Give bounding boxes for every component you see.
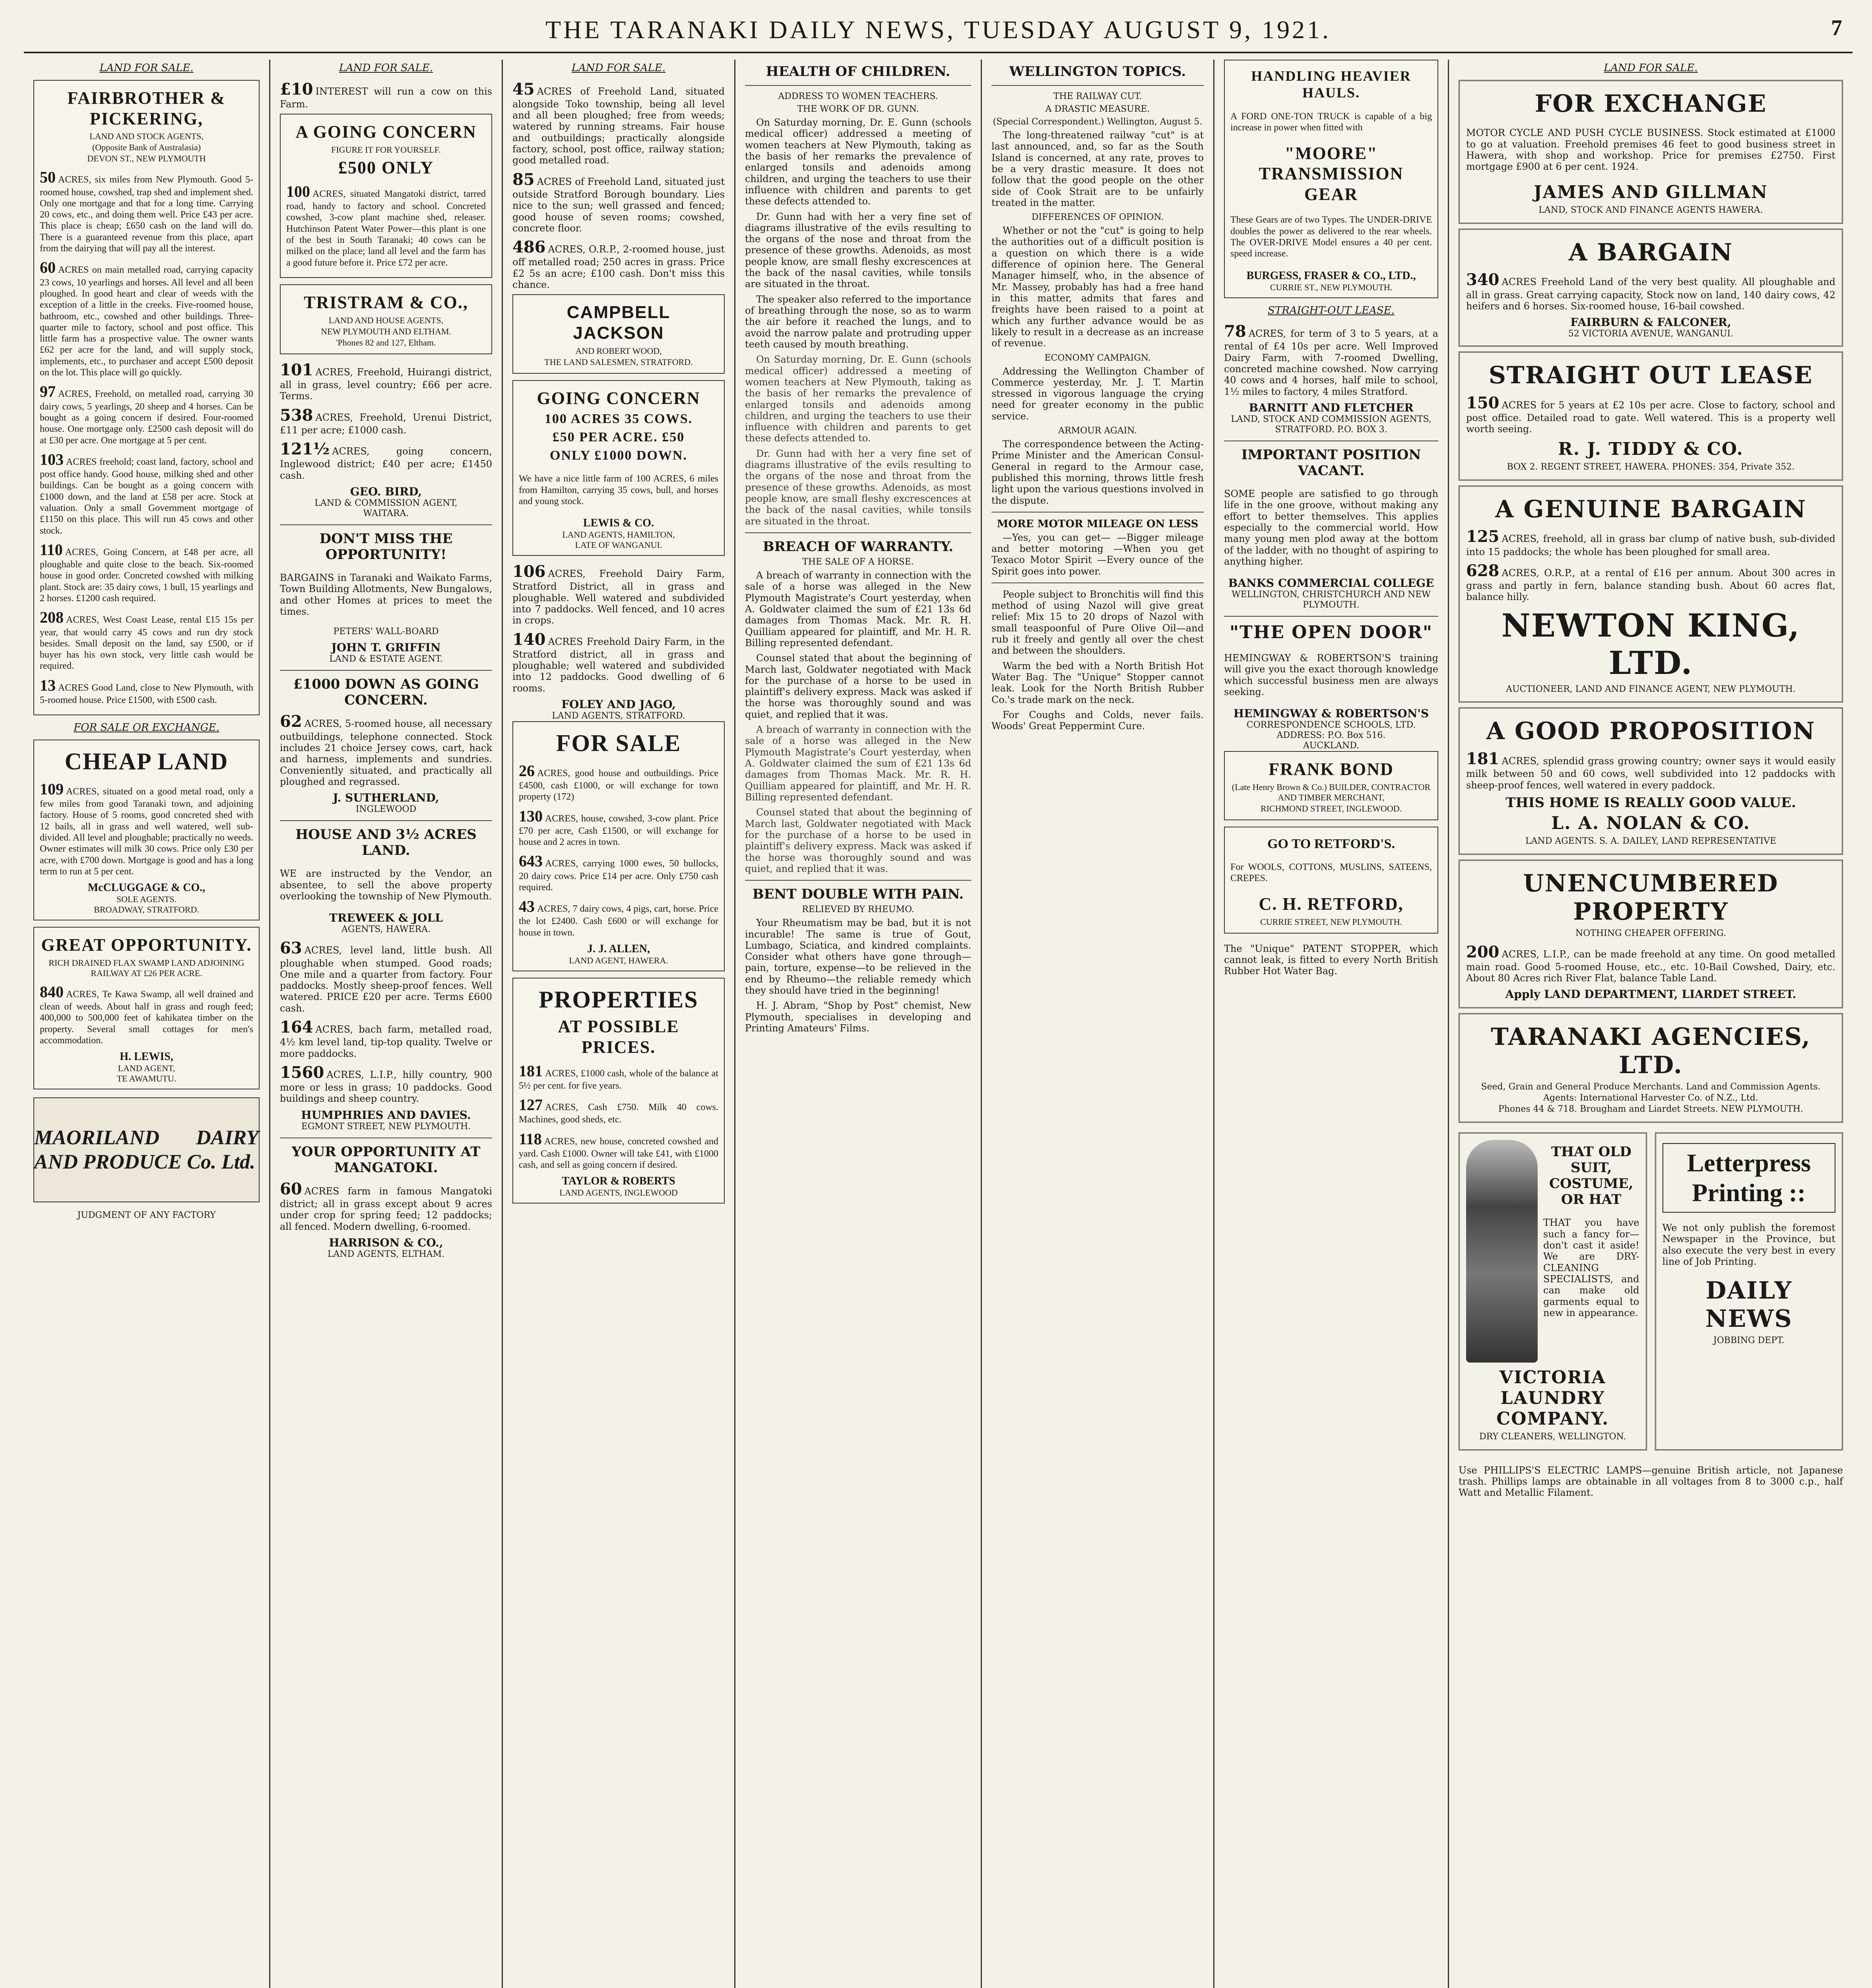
ad-title: FOR EXCHANGE — [1534, 89, 1767, 118]
agent-sub: LAND AGENTS, STRATFORD. — [552, 711, 685, 721]
masthead-title: THE TARANAKI DAILY NEWS, TUESDAY AUGUST 9, 1921. — [545, 16, 1331, 44]
ad-body: For WOOLS, COTTONS, MUSLINS, SATEENS, CREPES. — [1230, 862, 1432, 884]
ad-body: SOME people are satisfied to go through life in the one groove, without making any effort to better themselves. This applies especially to the commercial world. How many young men plod away at the bottom of the ladder, with no thought of aspiring to anything higher. — [1224, 488, 1438, 567]
listing: 26 ACRES, good house and outbuildings. Price £4500, cash £1000, or will exchange for town property (172) — [519, 761, 718, 802]
newton-king-ad — [1459, 485, 1843, 703]
divider — [991, 582, 1204, 583]
ad-title: GREAT OPPORTUNITY. — [41, 935, 252, 955]
going-concern-ad — [280, 114, 492, 278]
listing: 85 ACRES of Freehold Land, situated just outside Stratford Borough boundary. Lies nice to the sun; well grassed and fenced; good house of seven rooms; cowshed, concrete floor. — [512, 170, 725, 234]
masthead — [24, 8, 1853, 53]
listing-text: ACRES, carrying 1000 ewes, 50 bullocks, 20 dairy cows. Price £14 per acre. Only £750 cash required. — [519, 858, 718, 893]
for-sale-ad — [512, 721, 725, 971]
section-heading: FOR SALE OR EXCHANGE. — [74, 722, 219, 734]
listing: 538 ACRES, Freehold, Urenui District, £11 per acre; £1000 cash. — [280, 406, 492, 436]
listing-text: ACRES, splendid grass growing country; owner says it would easily milk between 50 and 60 cows, well subdivided into 12 paddocks with sheep-proof fences, well watered in every paddock. — [1466, 755, 1835, 791]
ad-body: BARGAINS in Taranaki and Waikato Farms, Town Building Allotments, New Bungalows, and other Homes at prices to meet the times. — [280, 572, 492, 617]
agent-sub: LATE OF WANGANUI. — [575, 540, 662, 550]
listing: 60 ACRES on main metalled road, carrying capacity 23 cows, 10 yearlings and horses. All level and all been ploughed. In good heart and clear of weeds with the exception of a little in the creeks. Five-roomed house, bathroom, etc., cowshed and other buildings. Three-quarter mile to factory, school and post office. This little farm has a prospective value. The owner wants £62 per acre for the land, and will supply stock, implements, etc., to purchaser and accept £500 deposit on the lot. This place will go quickly. — [40, 258, 253, 378]
agent-name: JOHN T. GRIFFIN — [331, 641, 441, 654]
listing: 643 ACRES, carrying 1000 ewes, 50 bullocks, 20 dairy cows. Price £14 per acre. Only £750 cash required. — [519, 852, 718, 893]
section-heading: LAND FOR SALE. — [99, 62, 194, 74]
agent-addr: BROADWAY, STRATFORD. — [94, 905, 199, 915]
article-headline: WELLINGTON TOPICS. — [1009, 64, 1186, 80]
ad-title: AT POSSIBLE PRICES. — [558, 1016, 679, 1057]
article-paragraph: On Saturday morning, Dr. E. Gunn (schools medical officer) addressed a meeting of women teachers at New Plymouth, taking as the basis of her remarks the prevalence of enlarged tonsils and adenoids among children, and urging the teachers to use their influence with children and parents to get these defects attended to. — [745, 354, 971, 444]
article-paragraph: A breach of warranty in connection with the sale of a horse was alleged in the New Plymouth Magistrate's Court yesterday, when A. Goldwater claimed the sum of £21 13s 6d damages from Thomas Mack. Mr. R. H. Quilliam appeared for plaintiff, and Mr. H. R. Billing represented defendant. — [745, 724, 971, 803]
article-paragraph: Addressing the Wellington Chamber of Commerce yesterday, Mr. J. T. Martin stressed in vigorous language the crying need for greater economy in the public service. — [991, 365, 1204, 422]
agent-addr: AUCKLAND. — [1303, 741, 1360, 751]
ad-body: We have a nice little farm of 100 ACRES, 6 miles from Hamilton, carrying 35 cows, bull, and horses and young stock. — [519, 474, 718, 507]
agent-addr: NEW PLYMOUTH AND ELTHAM. — [321, 326, 451, 336]
ad-body: The "Unique" PATENT STOPPER, which cannot leak, is fitted to every North British Rubber Hot Water Bag. — [1224, 943, 1438, 977]
ad-sub: JUDGMENT OF ANY FACTORY — [77, 1210, 216, 1221]
article-subhead: A DRASTIC MEASURE. — [1045, 104, 1150, 115]
good-proposition-ad — [1459, 707, 1843, 855]
article-paragraph: Your Rheumatism may be bad, but it is not incurable! The same is true of Gout, Lumbago, Sciatica, and kindred complaints. Consider what others have gone through—pain, torture, expense—to be relieved in the end by Rheumo—the reliable remedy which they should have tried in the beginning! — [745, 917, 971, 996]
agent-addr: BOX 2. REGENT STREET, HAWERA. PHONES: 354, Private 352. — [1507, 462, 1795, 472]
agent-name: C. H. RETFORD, — [1259, 894, 1404, 914]
agent-name: BARNITT AND FLETCHER — [1249, 401, 1414, 414]
listing: 200 ACRES, L.I.P., can be made freehold at any time. On good metalled main road. Good 5-roomed House, etc., etc. 10-Bail Cowshed, Dairy, etc. About 80 Acres rich River Flat, balance Table Land. — [1466, 942, 1835, 984]
agent-name: Apply LAND DEPARTMENT, LIARDET STREET. — [1505, 988, 1796, 1001]
logo-text: MAORILAND DAIRY AND PRODUCE Co. Ltd. — [34, 1126, 259, 1174]
listing-text: ACRES, Freehold, Huirangi district, all in grass, level country; £66 per acre. Terms. — [280, 366, 492, 402]
great-opportunity-ad — [33, 927, 260, 1089]
ad-sub: JOBBING DEPT. — [1713, 1335, 1785, 1345]
ad-title: FOR SALE — [556, 730, 681, 756]
listing: 208 ACRES, West Coast Lease, rental £15 15s per year, that would carry 45 cows and run dry stock besides. Small deposit on the land, say £500, or if buyer has his own stock, very little cash would be required. — [40, 608, 253, 672]
ad-body: MOTOR CYCLE AND PUSH CYCLE BUSINESS. Stock estimated at £1000 to go at valuation. Freehold premises 46 feet to good business street in Hawera, with shop and workshop. Price for premises £2750. First mortgage £900 at 6 per cent. 1924. — [1466, 127, 1835, 173]
straight-lease-ad — [1459, 351, 1843, 480]
article-paragraph: On Saturday morning, Dr. E. Gunn (schools medical officer) addressed a meeting of women teachers at New Plymouth, taking as the basis of her remarks the prevalence of enlarged tonsils and adenoids among children, and urging the teachers to use their influence with children and parents to get these defects attended to. — [745, 117, 971, 207]
retford-ad — [1224, 827, 1438, 934]
ad-line: 100 ACRES 35 COWS. — [544, 411, 693, 426]
agent-addr: EGMONT STREET, NEW PLYMOUTH. — [301, 1121, 471, 1132]
agent-name: VICTORIA LAUNDRY COMPANY. — [1496, 1367, 1609, 1429]
article-paragraph: Counsel stated that about the beginning of March last, Goldwater negotiated with Mack for the purchase of a horse to be used in plaintiff's delivery express. Mack was asked if the horse was thoroughly sound and was quiet, and replied that it was. — [745, 652, 971, 720]
agent-addr: STRATFORD. P.O. BOX 3. — [1275, 424, 1387, 435]
ad-body: People subject to Bronchitis will find this method of using Nazol will give great relief: Mix 15 to 20 drops of Nazol with small teaspoonful of Pure Olive Oil—and rub it freely and gently all over the chest and between the shoulders. — [991, 588, 1204, 656]
listing-text: ACRES, West Coast Lease, rental £15 15s per year, that would carry 45 cows and run dry stock besides. Small deposit on the land, say £500, or if buyer has his own stock, very little cash would be required. — [40, 615, 253, 672]
agent-sub: CORRESPONDENCE SCHOOLS, LTD. ADDRESS: P.O. Box 516. — [1246, 720, 1416, 741]
article-headline: HEALTH OF CHILDREN. — [766, 64, 951, 80]
agent-sub: LAND & COMMISSION AGENT, — [314, 498, 458, 508]
article-paragraph: The speaker also referred to the importance of breathing through the nose, so as to warm the air before it reached the lungs, and to avoid the narrow palate and protruding upper teeth caused by mouth breathing. — [745, 293, 971, 350]
ad-body: Use PHILLIPS'S ELECTRIC LAMPS—genuine British article, not Japanese trash. Phillips lamps are obtainable in all voltages from 8 to 3000 c.p., half Watt and Metallic Filament. — [1459, 1464, 1843, 1499]
agent-name: FAIRBURN & FALCONER, — [1570, 316, 1731, 329]
ad-body: A FORD ONE-TON TRUCK is capable of a big increase in power when fitted with — [1230, 111, 1432, 133]
listing: 60 ACRES farm in famous Mangatoki district; all in grass except about 9 acres under crop for spring feed; 12 paddocks; all fenced. Modern dwelling, 6-roomed. — [280, 1179, 492, 1232]
ad-sub: Agents: International Harvester Co. of N.Z., Ltd. — [1543, 1093, 1758, 1103]
listing-text: ACRES, L.I.P., hilly country, 900 more or less in grass; 10 paddocks. Good buildings and sheep country. — [280, 1069, 492, 1105]
firm-sub: LAND AND STOCK AGENTS, — [89, 131, 204, 142]
article-headline: BREACH OF WARRANTY. — [762, 538, 954, 555]
listing: 628 ACRES, O.R.P., at a rental of £16 per annum. About 300 acres in grass and partly in fern, balance standing bush. About 60 acres flat, balance hilly. — [1466, 561, 1835, 603]
listing: 150 ACRES for 5 years at £2 10s per acre. Close to factory, school and post office. Detailed road to gate. Well watered. This is a property well worth seeing. — [1466, 393, 1835, 435]
listing-text: ACRES, 7 dairy cows, 4 pigs, cart, horse. Price the lot £2400. Cash £600 or will exchange for house in town. — [519, 904, 718, 938]
listing: 121½ ACRES, going concern, Inglewood district; £40 per acre; £1450 cash. — [280, 440, 492, 481]
listing: 1560 ACRES, L.I.P., hilly country, 900 more or less in grass; 10 paddocks. Good buildings and sheep country. — [280, 1063, 492, 1105]
listing: 103 ACRES freehold; coast land, factory, school and post office handy. Good house, milking shed and other buildings. Can be bought as a going concern with £1000 down, and the land at £58 per acre. Stock at valuation. Only a small Government mortgage of £1150 on this place. This will run 45 cows and other stock. — [40, 450, 253, 536]
article-dateline: (Special Correspondent.) Wellington, August 5. — [993, 117, 1203, 127]
section-heading: LAND FOR SALE. — [571, 62, 666, 74]
going-concern-ad — [512, 380, 725, 556]
agent-sub: LAND & ESTATE AGENT. — [329, 654, 443, 664]
listing: 63 ACRES, level land, little bush. All ploughable when stumped. Good roads; One mile and a quarter from factory. Four paddocks. Mostly sheep-proof fences. Well watered. PRICE £20 per acre. Terms £600 cash. — [280, 939, 492, 1014]
ad-title: DON'T MISS THE OPPORTUNITY! — [319, 530, 453, 563]
article-subhead: THE WORK OF DR. GUNN. — [797, 104, 919, 115]
listing-text: ACRES of Freehold Land, situated alongside Toko township, being all level and all been ploughed; free from weeds; watered by running streams. Fair house and outbuildings; practically alongside factory, school, post office, railway station; good metalled road. — [512, 85, 725, 166]
letterpress-ad — [1655, 1132, 1843, 1450]
listing: 110 ACRES, Going Concern, at £48 per acre, all ploughable and quite close to the beach. Six-roomed house in good order. Concreted cowshed with milking plant. Stock are: 35 dairy cows, 1 bull, 15 yearlings and 2 horses. £1200 cash required. — [40, 540, 253, 604]
listing-text: ACRES Good Land, close to New Plymouth, with 5-roomed house. Price £1500, with £500 cash. — [40, 682, 253, 705]
listing: 125 ACRES, freehold, all in grass bar clump of native bush, sub-divided into 15 paddocks; the whole has been ploughed for small area. — [1466, 527, 1835, 557]
agent-sub: AUCTIONEER, LAND AND FINANCE AGENT, NEW PLYMOUTH. — [1506, 684, 1796, 694]
ad-title: A GOING CONCERN — [295, 122, 477, 142]
agent-name: CAMPBELL JACKSON — [566, 303, 671, 343]
ad-sub: FIGURE IT FOR YOURSELF. — [331, 145, 441, 155]
listing-text: ACRES, Freehold, Urenui District, £11 per acre; £1000 cash. — [280, 412, 492, 436]
agent-addr: CURRIE STREET, NEW PLYMOUTH. — [1260, 916, 1402, 927]
column-7 — [1449, 60, 1853, 1988]
agent-name: TRISTRAM & CO., — [304, 293, 468, 312]
listing: 97 ACRES, Freehold, on metalled road, carrying 30 dairy cows, 5 yearlings, 20 sheep and 4 horses. Can be bought as a going concern if desired. Four-roomed house. One mortgage only. £2500 cash deposit will do at £30 per acre. One mortgage at 5 per cent. — [40, 382, 253, 446]
listing-text: ACRES on main metalled road, carrying capacity 23 cows, 10 yearlings and horses. All level and all been ploughed. In good heart and clear of weeds with the exception of a little in the creeks. Five-roomed house, bathroom, etc., cowshed and other buildings. Three-quarter mile to factory, school and post office. This little farm has a prospective value. The owner wants £62 per acre for the land, and will supply stock, implements, etc., to purchaser and accept £500 deposit on the lot. This place will go quickly. — [40, 265, 253, 378]
agent-addr: 52 VICTORIA AVENUE, WANGANUI. — [1568, 329, 1734, 339]
column-5 — [982, 60, 1214, 1988]
frank-bond-ad — [1224, 751, 1438, 820]
column-2 — [270, 60, 503, 1988]
listing-text: ACRES, Te Kawa Swamp, all well drained and clean of weeds. About half in grass and rough feed; 400,000 to 500,000 feet of kahikatea timber on the property. Several small cottages for men's accommodation. — [40, 989, 253, 1046]
agent-name: LEWIS & CO. — [583, 517, 654, 530]
agent-sub: LAND AGENT, HAWERA. — [569, 955, 668, 966]
agent-sub: LAND AGENTS, ELTHAM. — [327, 1249, 445, 1260]
listing-text: ACRES, situated on a good metal road, only a few miles from good Taranaki town, and adjoining factory. House of 5 rooms, good concreted shed with 12 bails, all in grass and well watered, well sub-divided. All level and ploughable; practically no weeds. Owner estimates will milk 30 cows. Price only £30 per acre, with £700 down. Mortgage is good and has a long term to run at 5 per cent. — [40, 786, 253, 877]
ad-body: We not only publish the foremost Newspaper in the Province, but also execute the very best in every line of Job Printing. — [1662, 1222, 1835, 1267]
columns — [24, 60, 1853, 1988]
listing: 109 ACRES, situated on a good metal road, only a few miles from good Taranaki town, and adjoining factory. House of 5 rooms, good concreted shed with 12 bails, all in grass and well watered, well sub-divided. All level and ploughable; practically no weeds. Owner estimates will milk 30 cows. Price only £30 per acre, with £700 down. Mortgage is good and has a long term to run at 5 per cent. — [40, 780, 253, 877]
for-exchange-ad — [1459, 80, 1843, 224]
article-subhead: ECONOMY CAMPAIGN. — [1044, 353, 1151, 363]
listing-text: ACRES, Cash £750. Milk 40 cows. Machines, good sheds, etc. — [519, 1102, 718, 1125]
listing-text: ACRES, going concern, Inglewood district; £40 per acre; £1450 cash. — [280, 446, 492, 481]
listing: 62 ACRES, 5-roomed house, all necessary outbuildings, telephone connected. Stock includes 21 choice Jersey cows, cart, hack and harness, implements and sundries. Conveniently situated, and practically all ploughed and regrassed. — [280, 712, 492, 787]
article-paragraph: The long-threatened railway "cut" is at last announced, and, so far as the South Island is concerned, at any rate, proves to be a very drastic measure. It does not follow that the good people on the other side of Cook Strait are to be unfairly treated in the matter. — [991, 129, 1204, 208]
man-illustration — [1466, 1140, 1538, 1363]
listing-text: INTEREST will run a cow on this Farm. — [280, 85, 492, 110]
listing: 101 ACRES, Freehold, Huirangi district, all in grass, level country; £66 per acre. Terms. — [280, 360, 492, 402]
agent-sub: LAND AGENTS, HAMILTON, — [562, 530, 675, 540]
agent-name: J. SUTHERLAND, — [333, 791, 439, 805]
bargain-ad — [1459, 229, 1843, 347]
ad-subtitle: THIS HOME IS REALLY GOOD VALUE. — [1505, 795, 1796, 811]
listing: 164 ACRES, bach farm, metalled road, 4½ km level land, tip-top quality. Twelve or more paddocks. — [280, 1018, 492, 1059]
article-subhead: THE RAILWAY CUT. — [1053, 91, 1142, 102]
listing-text: ACRES, bach farm, metalled road, 4½ km level land, tip-top quality. Twelve or more paddocks. — [280, 1024, 492, 1059]
agent-name: BURGESS, FRASER & CO., LTD., — [1246, 269, 1416, 282]
agent-name: H. LEWIS, — [120, 1050, 173, 1063]
ad-title: "MOORE" TRANSMISSION GEAR — [1259, 143, 1404, 204]
ad-title: HOUSE AND 3½ ACRES LAND. — [295, 827, 477, 859]
ad-title: CHEAP LAND — [64, 748, 229, 775]
listing: 78 ACRES, for term of 3 to 5 years, at a rental of £4 10s per acre. Well Improved Dairy Farm, with 7-roomed Dwelling, concreted machine cowshed. Now carrying 40 cows and 4 horses, half mile to school, 1½ miles to factory, 4 miles Stratford. — [1224, 322, 1438, 397]
agent-phones: 'Phones 82 and 127, Eltham. — [336, 337, 436, 348]
ad-title: DAILY NEWS — [1705, 1277, 1792, 1333]
agent-name: TAYLOR & ROBERTS — [562, 1175, 675, 1188]
ad-sub: RICH DRAINED FLAX SWAMP LAND ADJOINING RAILWAY AT £26 PER ACRE. — [48, 957, 244, 978]
column-3 — [503, 60, 735, 1988]
agent-addr: WAITARA. — [363, 508, 409, 518]
ad-body: THAT you have such a fancy for—don't cast it aside! We are DRY-CLEANING SPECIALISTS, and can make old garments equal to new in appearance. — [1543, 1217, 1639, 1318]
agent-sub: THE LAND SALESMEN, STRATFORD. — [544, 357, 693, 367]
agent-name: BANKS COMMERCIAL COLLEGE — [1228, 577, 1434, 590]
listing: 181 ACRES, £1000 cash, whole of the balance at 5½ per cent. for five years. — [519, 1062, 718, 1091]
ad-title: "THE OPEN DOOR" — [1230, 622, 1433, 643]
ad-sub: Phones 44 & 718. Brougham and Liardet Streets. NEW PLYMOUTH. — [1498, 1104, 1804, 1114]
listing-text: ACRES, freehold, all in grass bar clump of native bush, sub-divided into 15 paddocks; the whole has been ploughed for small area. — [1466, 533, 1835, 557]
agent-sub: SOLE AGENTS. — [116, 894, 177, 905]
listing-text: ACRES, Freehold, on metalled road, carrying 30 dairy cows, 5 yearlings, 20 sheep and 4 horses. Can be bought as a going concern if desired. Four-roomed house. One mortgage only. £2500 cash deposit will do at £30 per acre. One mortgage at 5 per cent. — [40, 389, 253, 446]
listing: 43 ACRES, 7 dairy cows, 4 pigs, cart, horse. Price the lot £2400. Cash £600 or will exchange for house in town. — [519, 897, 718, 938]
ad-sub: NOTHING CHEAPER OFFERING. — [1575, 928, 1726, 938]
divider — [745, 880, 971, 881]
agent-name: TREWEEK & JOLL — [329, 911, 443, 925]
unencumbered-ad — [1459, 860, 1843, 1008]
listing-text: ACRES, O.R.P., 2-roomed house, just off metalled road; 250 acres in grass. Price £2 5s an acre; £100 cash. Don't miss this chance. — [512, 244, 725, 290]
agent-sub: LAND AND HOUSE AGENTS, — [328, 315, 444, 325]
article-subhead: THE SALE OF A HORSE. — [802, 557, 914, 567]
bottom-ads — [1459, 1128, 1843, 1455]
column-6 — [1214, 60, 1449, 1988]
listing-text: ACRES, for term of 3 to 5 years, at a rental of £4 10s per acre. Well Improved Dairy Farm, with 7-roomed Dwelling, concreted machine cowshed. Now carrying 40 cows and 4 horses, half mile to school, 1½ miles to factory, 4 miles Stratford. — [1224, 328, 1438, 397]
ad-title: Letterpress Printing :: — [1662, 1143, 1836, 1213]
ad-title: A GOOD PROPOSITION — [1486, 717, 1816, 746]
ad-title: UNENCUMBERED PROPERTY — [1523, 870, 1779, 926]
divider — [745, 532, 971, 533]
properties-ad — [512, 978, 725, 1204]
ad-body: HEMINGWAY & ROBERTSON'S training will give you the exact thorough knowledge which successful business men are always seeking. — [1224, 652, 1438, 698]
divider — [280, 670, 492, 671]
ad-title: TARANAKI AGENCIES, LTD. — [1491, 1023, 1811, 1079]
ad-title: STRAIGHT OUT LEASE — [1488, 361, 1813, 390]
section-heading: LAND FOR SALE. — [1604, 62, 1698, 74]
agent-sub: LAND AGENTS. S. A. DAILEY, LAND REPRESENTATIVE — [1525, 836, 1777, 846]
listing: 13 ACRES Good Land, close to New Plymouth, with 5-roomed house. Price £1500, with £500 cash. — [40, 676, 253, 705]
listing-text: ACRES Freehold Dairy Farm, in the Stratford district, all in grass and ploughable; well watered and subdivided into 12 paddocks. Good dwelling of 6 rooms. — [512, 636, 725, 694]
agent-addr: RICHMOND STREET, INGLEWOOD. — [1260, 804, 1402, 814]
listing: 130 ACRES, house, cowshed, 3-cow plant. Price £70 per acre, Cash £1500, or will exchange for house and 2 acres in town. — [519, 807, 718, 848]
listing: 340 ACRES Freehold Land of the very best quality. All ploughable and all in grass. Great carrying capacity, Stock now on land, 140 dairy cows, 42 heifers and 6 horses. Six-roomed house, 16-bail cowshed. — [1466, 270, 1835, 312]
listing-text: ACRES of Freehold Land, situated just outside Stratford Borough boundary. Lies nice to the sun; well grassed and fenced; good house of seven rooms; cowshed, concrete floor. — [512, 176, 725, 234]
page-number: 7 — [1831, 16, 1845, 40]
agent-name: HUMPHRIES AND DAVIES. — [301, 1108, 471, 1122]
ad-sub: PETERS' WALL-BOARD — [333, 627, 439, 637]
agent-addr: INGLEWOOD — [355, 804, 417, 815]
section-heading: STRAIGHT-OUT LEASE. — [1268, 304, 1395, 316]
tristram-ad — [280, 284, 492, 354]
ad-title: GOING CONCERN — [537, 388, 700, 408]
ad-title: PROPERTIES — [539, 986, 698, 1013]
listing-text: ACRES, O.R.P., at a rental of £16 per annum. About 300 acres in grass and partly in fern, balance standing bush. About 60 acres flat, balance hilly. — [1466, 567, 1835, 603]
agent-sub: LAND, STOCK AND FINANCE AGENTS HAWERA. — [1538, 205, 1763, 215]
listing-text: ACRES freehold; coast land, factory, school and post office handy. Good house, milking shed and other buildings. Can be bought as a going concern with £1000 down, and the land at £58 per acre. Stock at valuation. Only a small Government mortgage of £1150 on this place. This will run 45 cows and other stock. — [40, 456, 253, 536]
listing: 140 ACRES Freehold Dairy Farm, in the Stratford district, all in grass and ploughable; well watered and subdivided into 12 paddocks. Good dwelling of 6 rooms. — [512, 630, 725, 694]
listing: 45 ACRES of Freehold Land, situated alongside Toko township, being all level and all been ploughed; free from weeds; watered by running streams. Fair house and outbuildings; practically alongside factory, school, post office, railway station; good metalled road. — [512, 80, 725, 166]
agent-sub: (Late Henry Brown & Co.) BUILDER, CONTRACTOR AND TIMBER MERCHANT, — [1232, 782, 1431, 803]
divider — [280, 524, 492, 525]
agent-addr: WELLINGTON, CHRISTCHURCH AND NEW PLYMOUTH. — [1232, 590, 1431, 610]
divider — [1224, 616, 1438, 617]
agent-sub: AGENTS, HAWERA. — [341, 924, 431, 935]
listing-text: ACRES, £1000 cash, whole of the balance at 5½ per cent. for five years. — [519, 1068, 718, 1091]
listing-text: ACRES, level land, little bush. All ploughable when stumped. Good roads; One mile and a quarter from factory. Four paddocks. Mostly sheep-proof fences. Well watered. PRICE £20 per acre. Terms £600 cash. — [280, 945, 492, 1014]
agent-name: JAMES AND GILLMAN — [1533, 182, 1768, 202]
divider — [745, 85, 971, 86]
agent-sub: AND ROBERT WOOD, — [575, 346, 662, 356]
listing-text: ACRES, new house, concreted cowshed and yard. Cash £1000. Owner will take £41, with £1000 cash, and sell as going concern if desired. — [519, 1136, 718, 1171]
agent-sub: LAND AGENTS, INGLEWOOD — [559, 1188, 678, 1198]
agent-name: FRANK BOND — [1269, 759, 1394, 779]
agent-name: R. J. TIDDY & CO. — [1558, 439, 1744, 459]
ad-body: For Coughs and Colds, never fails. Woods' Great Peppermint Cure. — [991, 709, 1204, 732]
listing: 840 ACRES, Te Kawa Swamp, all well drained and clean of weeds. About half in grass and rough feed; 400,000 to 500,000 feet of kahikatea timber on the property. Several small cottages for men's accommodation. — [40, 982, 253, 1046]
ad-title: IMPORTANT POSITION VACANT. — [1241, 447, 1421, 479]
listing: 100 ACRES, situated Mangatoki district, tarred road, handy to factory and school. Concreted cowshed, 3-cow plant machine shed, releaser. Hutchinson Patent Water Power—this plant is one of the best in South Taranaki; 40 cows can be milked on the place; land all level and the farm has a good future before it. Price £72 per acre. — [286, 182, 486, 268]
section-heading: LAND FOR SALE. — [339, 62, 433, 74]
divider — [280, 820, 492, 821]
listing-text: ACRES, house, cowshed, 3-cow plant. Price £70 per acre, Cash £1500, or will exchange for house and 2 acres in town. — [519, 813, 718, 848]
divider — [991, 512, 1204, 513]
ad-title: A BARGAIN — [1568, 238, 1733, 266]
agent-name: HEMINGWAY & ROBERTSON'S — [1233, 707, 1429, 720]
agent-name: McCLUGGAGE & CO., — [87, 881, 206, 894]
ad-title: GO TO RETFORD'S. — [1267, 837, 1395, 852]
article-paragraph: Dr. Gunn had with her a very fine set of diagrams illustrative of the evils resulting to the organs of the nose and throat from the presence of these growths. Adenoids, as most people know, are small fleshy excrescences at the back of the nasal cavities, while tonsils are situated in the throat. — [745, 448, 971, 527]
ad-line: £50 PER ACRE. £50 — [552, 430, 685, 445]
listing-text: ACRES, 5-roomed house, all necessary outbuildings, telephone connected. Stock includes 21 choice Jersey cows, cart, hack and harness, implements and sundries. Conveniently situated, and practically all ploughed and regrassed. — [280, 718, 492, 787]
listing: £10 INTEREST will run a cow on this Farm. — [280, 80, 492, 110]
ad-title: HANDLING HEAVIER HAULS. — [1251, 68, 1411, 101]
agent-name: J. J. ALLEN, — [587, 943, 650, 955]
ad-body: WE are instructed by the Vendor, an absentee, to sell the above property overlooking the township of New Plymouth. — [280, 868, 492, 902]
firm-addr: DEVON ST., NEW PLYMOUTH — [87, 153, 206, 164]
ad-title: A GENUINE BARGAIN — [1495, 495, 1806, 523]
price: £500 ONLY — [338, 158, 434, 178]
listing-text: ACRES for 5 years at £2 10s per acre. Close to factory, school and post office. Detailed road to gate. Well watered. This is a property well worth seeing. — [1466, 399, 1835, 435]
column-1 — [24, 60, 270, 1988]
agent-sub: DRY CLEANERS, WELLINGTON. — [1479, 1431, 1626, 1442]
article-paragraph: Dr. Gunn had with her a very fine set of diagrams illustrative of the evils resulting to the organs of the nose and throat from the presence of these growths. Adenoids, as most people know, are small fleshy excrescences at the back of the nasal cavities, while tonsils are situated in the throat. — [745, 211, 971, 290]
ad-title: YOUR OPPORTUNITY AT MANGATOKI. — [291, 1143, 481, 1176]
taranaki-agencies-ad — [1459, 1013, 1843, 1122]
listing: 118 ACRES, new house, concreted cowshed and yard. Cash £1000. Owner will take £41, with £1000 cash, and sell as going concern if desired. — [519, 1130, 718, 1171]
agent-sub: LAND, STOCK AND COMMISSION AGENTS, — [1231, 414, 1432, 424]
firm-name: FAIRBROTHER & PICKERING, — [67, 88, 226, 128]
firm-addr: (Opposite Bank of Australasia) — [92, 142, 201, 153]
listing-text: ACRES, situated Mangatoki district, tarred road, handy to factory and school. Concreted cowshed, 3-cow plant machine shed, releaser. Hutchinson Patent Water Power—this plant is one of the best in South Taranaki; 40 cows can be milked on the place; land all level and the farm has a good future before it. Price £72 per acre. — [286, 188, 486, 268]
agent-name: L. A. NOLAN & CO. — [1551, 813, 1750, 834]
article-subhead: ADDRESS TO WOMEN TEACHERS. — [778, 91, 938, 102]
agent-name: HARRISON & CO., — [329, 1236, 443, 1250]
ad-sub: Seed, Grain and General Produce Merchants. Land and Commission Agents. — [1481, 1082, 1821, 1092]
article-paragraph: The correspondence between the Acting-Prime Minister and the American Consul-General in regard to the Armour case, published this morning, throws little fresh light upon the various questions involved in the dispute. — [991, 439, 1204, 506]
article-paragraph: Counsel stated that about the beginning of March last, Goldwater negotiated with Mack for the purchase of a horse to be used in plaintiff's delivery express. Mack was asked if the horse was thoroughly sound and was quiet, and replied that it was. — [745, 807, 971, 874]
ad-body: These Gears are of two Types. The UNDER-DRIVE doubles the power as delivered to the rear wheels. The OVER-DRIVE Model ensures a 40 per cent. speed increase. — [1230, 215, 1432, 259]
listing-text: ACRES Freehold Land of the very best quality. All ploughable and all in grass. Great carrying capacity, Stock now on land, 140 dairy cows, 42 heifers and 6 horses. Six-roomed house, 16-bail cowshed. — [1466, 276, 1835, 312]
ad-body: Warm the bed with a North British Hot Water Bag. The "Unique" Stopper cannot leak. Look for the North British Rubber Co.'s trade mark on the neck. — [991, 660, 1204, 705]
agent-name: FOLEY AND JAGO, — [561, 698, 676, 711]
listing-text: ACRES, Freehold Dairy Farm, Stratford District, all in grass and ploughable. Well watered and subdivided into 7 paddocks. Well fenced, and 10 acres in crops. — [512, 568, 725, 626]
agent-addr: TE AWAMUTU. — [116, 1074, 177, 1084]
listing: 486 ACRES, O.R.P., 2-roomed house, just off metalled road; 250 acres in grass. Price £2 5s an acre; £100 cash. Don't miss this chance. — [512, 238, 725, 290]
victoria-laundry-ad — [1459, 1132, 1647, 1450]
ad-line: ONLY £1000 DOWN. — [550, 448, 687, 463]
fairbrother-ad — [33, 80, 260, 716]
article-paragraph: Whether or not the "cut" is going to help the authorities out of a difficult position is a question on which there is a wide difference of opinion here. The General Manager himself, who, in the absence of Mr. Massey, probably has had a free hand in this matter, admits that fares and freights have been raised to a point at which any further advance would be as likely to result in a decrease as an increase of revenue. — [991, 225, 1204, 349]
divider — [991, 85, 1204, 86]
article-subhead: DIFFERENCES OF OPINION. — [1031, 212, 1164, 223]
listing-text: ACRES, Going Concern, at £48 per acre, all ploughable and quite close to the beach. Six-roomed house in good order. Concreted cowshed with milking plant. Stock are: 35 dairy cows, 1 bull, 15 yearlings and 2 horses. £1200 cash required. — [40, 547, 253, 604]
listing: 50 ACRES, six miles from New Plymouth. Good 5-roomed house, cowshed, trap shed and implement shed. Only one mortgage and that for a long time. Carrying 20 cows, etc., and doing them well. Price £43 per acre. This place is cheap; £650 cash on the land will do. There is a guaranteed revenue from this place, apart from the dairying that will pay all the interest. — [40, 168, 253, 254]
ad-title: MORE MOTOR MILEAGE ON LESS — [997, 518, 1199, 530]
agent-sub: LAND AGENT, — [118, 1063, 175, 1074]
listing-text: ACRES farm in famous Mangatoki district; all in grass except about 9 acres under crop for spring feed; 12 paddocks; all fenced. Modern dwelling, 6-roomed. — [280, 1185, 492, 1232]
maoriland-dairy-logo — [33, 1097, 260, 1202]
listing-text: ACRES, L.I.P., can be made freehold at any time. On good metalled main road. Good 5-roomed House, etc., etc. 10-Bail Cowshed, Dairy, etc. About 80 Acres rich River Flat, balance Table Land. — [1466, 948, 1835, 984]
agent-name: GEO. BIRD, — [350, 485, 422, 498]
column-4 — [735, 60, 982, 1988]
article-headline: BENT DOUBLE WITH PAIN. — [752, 886, 964, 903]
listing: 127 ACRES, Cash £750. Milk 40 cows. Machines, good sheds, etc. — [519, 1096, 718, 1125]
cheap-land-ad — [33, 740, 260, 920]
article-paragraph: A breach of warranty in connection with the sale of a horse was alleged in the New Plymouth Magistrate's Court yesterday, when A. Goldwater claimed the sum of £21 13s 6d damages from Thomas Mack. Mr. R. H. Quilliam appeared for plaintiff, and Mr. H. R. Billing represented defendant. — [745, 570, 971, 648]
listing-text: ACRES, good house and outbuildings. Price £4500, cash £1000, or will exchange for town property (172) — [519, 768, 718, 802]
agent-name: NEWTON KING, LTD. — [1501, 606, 1800, 682]
article-subhead: RELIEVED BY RHEUMO. — [802, 905, 914, 915]
moore-gear-ad — [1224, 60, 1438, 298]
article-subhead: ARMOUR AGAIN. — [1058, 426, 1137, 436]
campbell-jackson-ad — [512, 294, 725, 374]
listing-text: ACRES, six miles from New Plymouth. Good 5-roomed house, cowshed, trap shed and implement shed. Only one mortgage and that for a long time. Carrying 20 cows, etc., and doing them well. Price £43 per acre. This place is cheap; £650 cash on the land will do. There is a guaranteed revenue from this place, apart from the dairying that will pay all the interest. — [40, 175, 253, 254]
listing: 181 ACRES, splendid grass growing country; owner says it would easily milk between 50 and 60 cows, well subdivided into 12 paddocks with sheep-proof fences, well watered in every paddock. — [1466, 749, 1835, 791]
ad-body: —Yes, you can get— —Bigger mileage and better motoring —When you get Texaco Motor Spirit —Every ounce of the Spirit goes into power. — [991, 532, 1204, 577]
ad-title: THAT OLD SUIT, COSTUME, OR HAT — [1549, 1143, 1633, 1208]
agent-addr: CURRIE ST., NEW PLYMOUTH. — [1270, 282, 1393, 292]
listing: 106 ACRES, Freehold Dairy Farm, Stratford District, all in grass and ploughable. Well watered and subdivided into 7 paddocks. Well fenced, and 10 acres in crops. — [512, 562, 725, 626]
ad-title: £1000 DOWN AS GOING CONCERN. — [293, 676, 479, 709]
article-paragraph: H. J. Abram, "Shop by Post" chemist, New Plymouth, specialises in developing and Printing Amateurs' Films. — [745, 1000, 971, 1034]
